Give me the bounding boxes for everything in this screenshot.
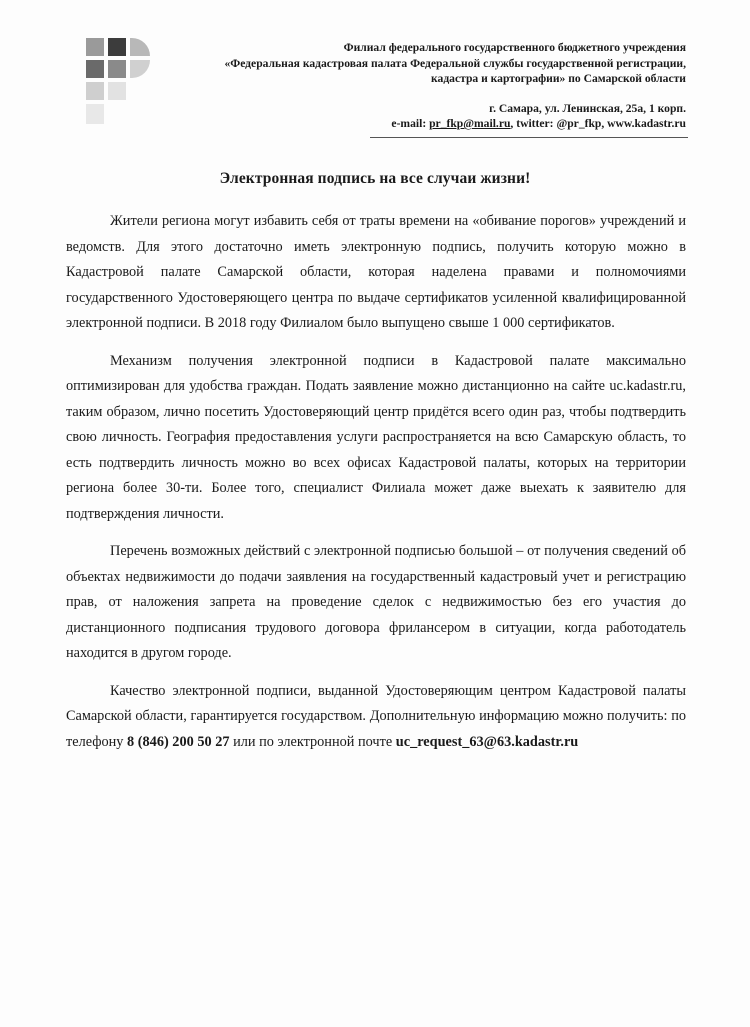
rosreestr-logo-icon [86,38,150,124]
paragraph-3: Перечень возможных действий с электронной подписью большой – от получения сведений об объектах недвижимости до подачи заявления на государственный кадастровый учет и регистрацию прав, от наложения запрета на проведение сделок с недвижимостью без его участия до дистанционного подписания трудового договора фрилансером в ситуации, когда работодатель находится в другом городе. [66,543,686,661]
org-name-line-2: «Федеральная кадастровая палата Федеральной службы государственной регистрации, [224,56,686,70]
organization-header [180,40,686,132]
contact-phone: 8 (846) 200 50 27 [127,733,230,750]
contact-email[interactable]: uc_request_63@63.kadastr.ru [395,733,579,750]
org-name-line-1: Филиал федерального государственного бюджетного учреждения [343,41,686,54]
paragraph-1: Жители региона могут избавить себя от траты времени на «обивание порогов» учреждений и ведомств. Для этого достаточно иметь электронную подпись, получить которую можно в Кадастровой палате Самарской области, которая наделена правами и полномочиями государственного Удостоверяющего центра по выдаче сертификатов усиленной квалифицированной электронной подписи. В 2018 году Филиалом было выпущено свыше 1 000 сертификатов. [66,213,686,331]
page-title: Электронная подпись на все случаи жизни! [219,170,531,187]
header-divider [370,137,688,138]
org-address: г. Самара, ул. Ленинская, 25а, 1 корп. [489,101,686,115]
org-contacts: e-mail: pr_fkp@mail.ru, twitter: @pr_fkp, www.kadastr.ru [391,117,686,130]
paragraph-2: Механизм получения электронной подписи в Кадастровой палате максимально оптимизирован для удобства граждан. Подать заявление можно дистанционно на сайте uc.kadastr.ru, таким образом, лично посетить Удостоверяющий центр придётся всего один раз, чтобы подтвердить свою личность. География предоставления услуги распространяется на всю Самарскую область, то есть подтвердить личность можно во всех офисах Кадастровой палаты, которых на территории региона более 30-ти. Более того, специалист Филиала может даже выехать к заявителю для подтверждения личности. [66,352,686,522]
article-body [66,209,686,767]
paragraph-4: Качество электронной подписи, выданной Удостоверяющим центром Кадастровой палаты Самарской области, гарантируется государством. Дополнительную информацию можно получить: по телефону 8 (846) 200 50 27 или по электронной почте uc_request_63@63.kadastr.ru [66,682,686,750]
email-link[interactable]: pr_fkp@mail.ru [429,117,511,130]
org-name-line-3: кадастра и картографии» по Самарской области [431,72,686,85]
